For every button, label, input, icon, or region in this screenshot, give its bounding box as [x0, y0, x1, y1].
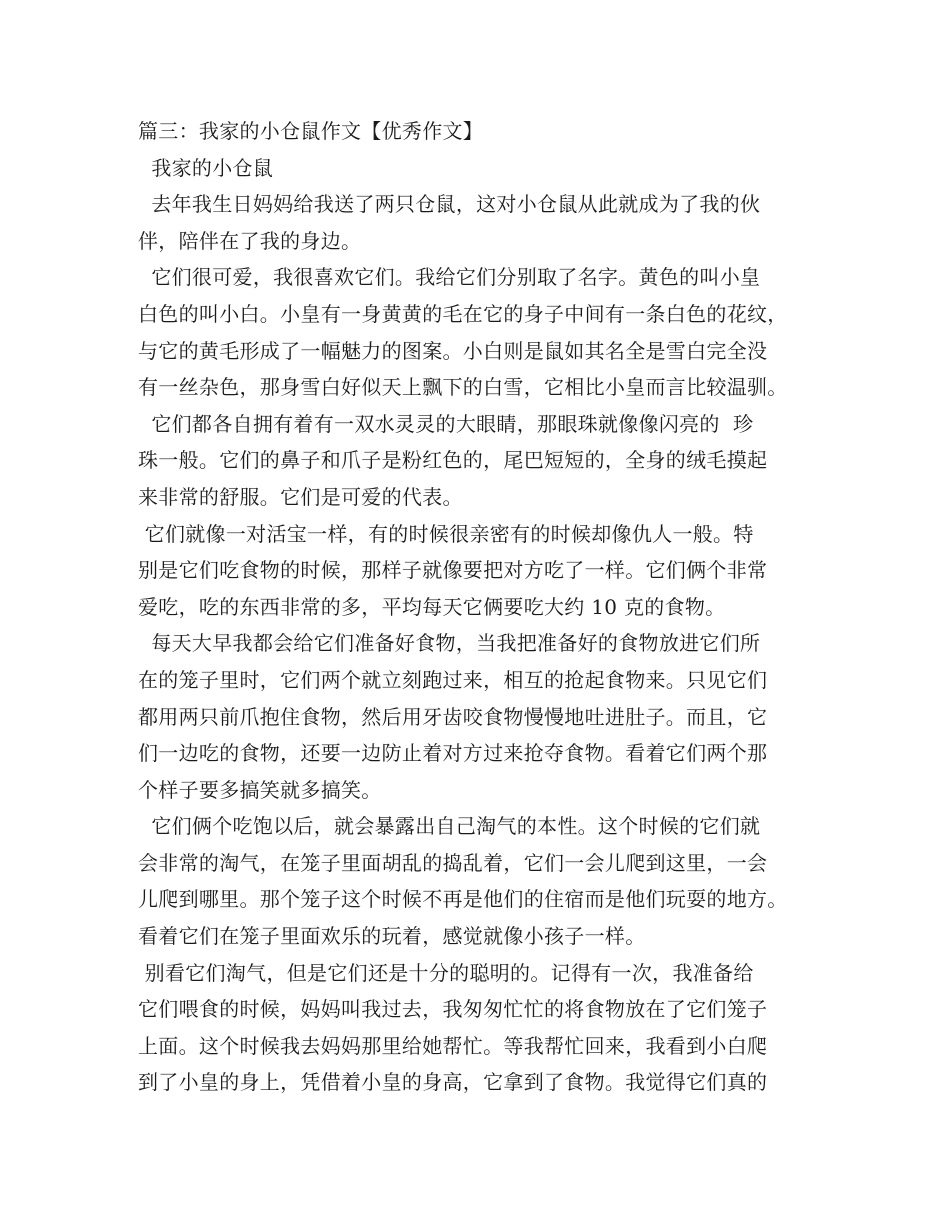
text-line: 别看它们淘气，但是它们还是十分的聪明的。记得有一次，我准备给	[138, 960, 754, 985]
text-line: 上面。这个时候我去妈妈那里给她帮忙。等我帮忙回来，我看到小白爬	[138, 1033, 768, 1058]
text-line: 们一边吃的食物，还要一边防止着对方过来抢夺食物。看着它们两个那	[138, 741, 768, 766]
text-line: 儿爬到哪里。那个笼子这个时候不再是他们的住宿而是他们玩耍的地方。	[138, 887, 788, 912]
text-line: 伴，陪伴在了我的身边。	[138, 228, 362, 253]
text-line: 爱吃，吃的东西非常的多，平均每天它俩要吃大约 10 克的食物。	[138, 594, 726, 619]
text-line: 个样子要多搞笑就多搞笑。	[138, 777, 382, 802]
essay-title: 篇三：我家的小仓鼠作文【优秀作文】	[138, 119, 484, 143]
essay-body	[138, 113, 818, 1101]
text-line: 都用两只前爪抱住食物，然后用牙齿咬食物慢慢地吐进肚子。而且，它	[138, 704, 768, 729]
text-line: 到了小皇的身上，凭借着小皇的身高，它拿到了食物。我觉得它们真的	[138, 1070, 768, 1095]
text-line: 别是它们吃食物的时候，那样子就像要把对方吃了一样。它们俩个非常	[138, 558, 768, 583]
text-line: 来非常的舒服。它们是可爱的代表。	[138, 484, 463, 509]
text-line: 有一丝杂色，那身雪白好似天上飘下的白雪，它相比小皇而言比较温驯。	[138, 375, 788, 400]
text-line: 会非常的淘气，在笼子里面胡乱的捣乱着，它们一会儿爬到这里，一会	[138, 850, 768, 875]
text-line: 与它的黄毛形成了一幅魅力的图案。小白则是鼠如其名全是雪白完全没	[138, 338, 768, 363]
text-line: 它们很可爱，我很喜欢它们。我给它们分别取了名字。黄色的叫小皇	[138, 265, 761, 290]
text-line: 它们就像一对活宝一样，有的时候很亲密有的时候却像仇人一般。特	[138, 521, 754, 546]
text-line: 它们都各自拥有着有一双水灵灵的大眼睛，那眼珠就像像闪亮的 珍	[138, 411, 754, 436]
text-line: 看着它们在笼子里面欢乐的玩着，感觉就像小孩子一样。	[138, 924, 646, 949]
text-line: 珠一般。它们的鼻子和爪子是粉红色的，尾巴短短的，全身的绒毛摸起	[138, 448, 768, 473]
text-line: 白色的叫小白。小皇有一身黄黄的毛在它的身子中间有一条白色的花纹，	[138, 301, 788, 326]
text-line: 在的笼子里时，它们两个就立刻跑过来，相互的抢起食物来。只见它们	[138, 667, 768, 692]
text-line: 它们俩个吃饱以后，就会暴露出自己淘气的本性。这个时候的它们就	[138, 814, 761, 839]
essay-subtitle: 我家的小仓鼠	[138, 155, 274, 180]
text-line: 去年我生日妈妈给我送了两只仓鼠，这对小仓鼠从此就成为了我的伙	[138, 192, 761, 217]
text-line: 每天大早我都会给它们准备好食物，当我把准备好的食物放进它们所	[138, 631, 761, 656]
text-line: 它们喂食的时候，妈妈叫我过去，我匆匆忙忙的将食物放在了它们笼子	[138, 997, 768, 1022]
